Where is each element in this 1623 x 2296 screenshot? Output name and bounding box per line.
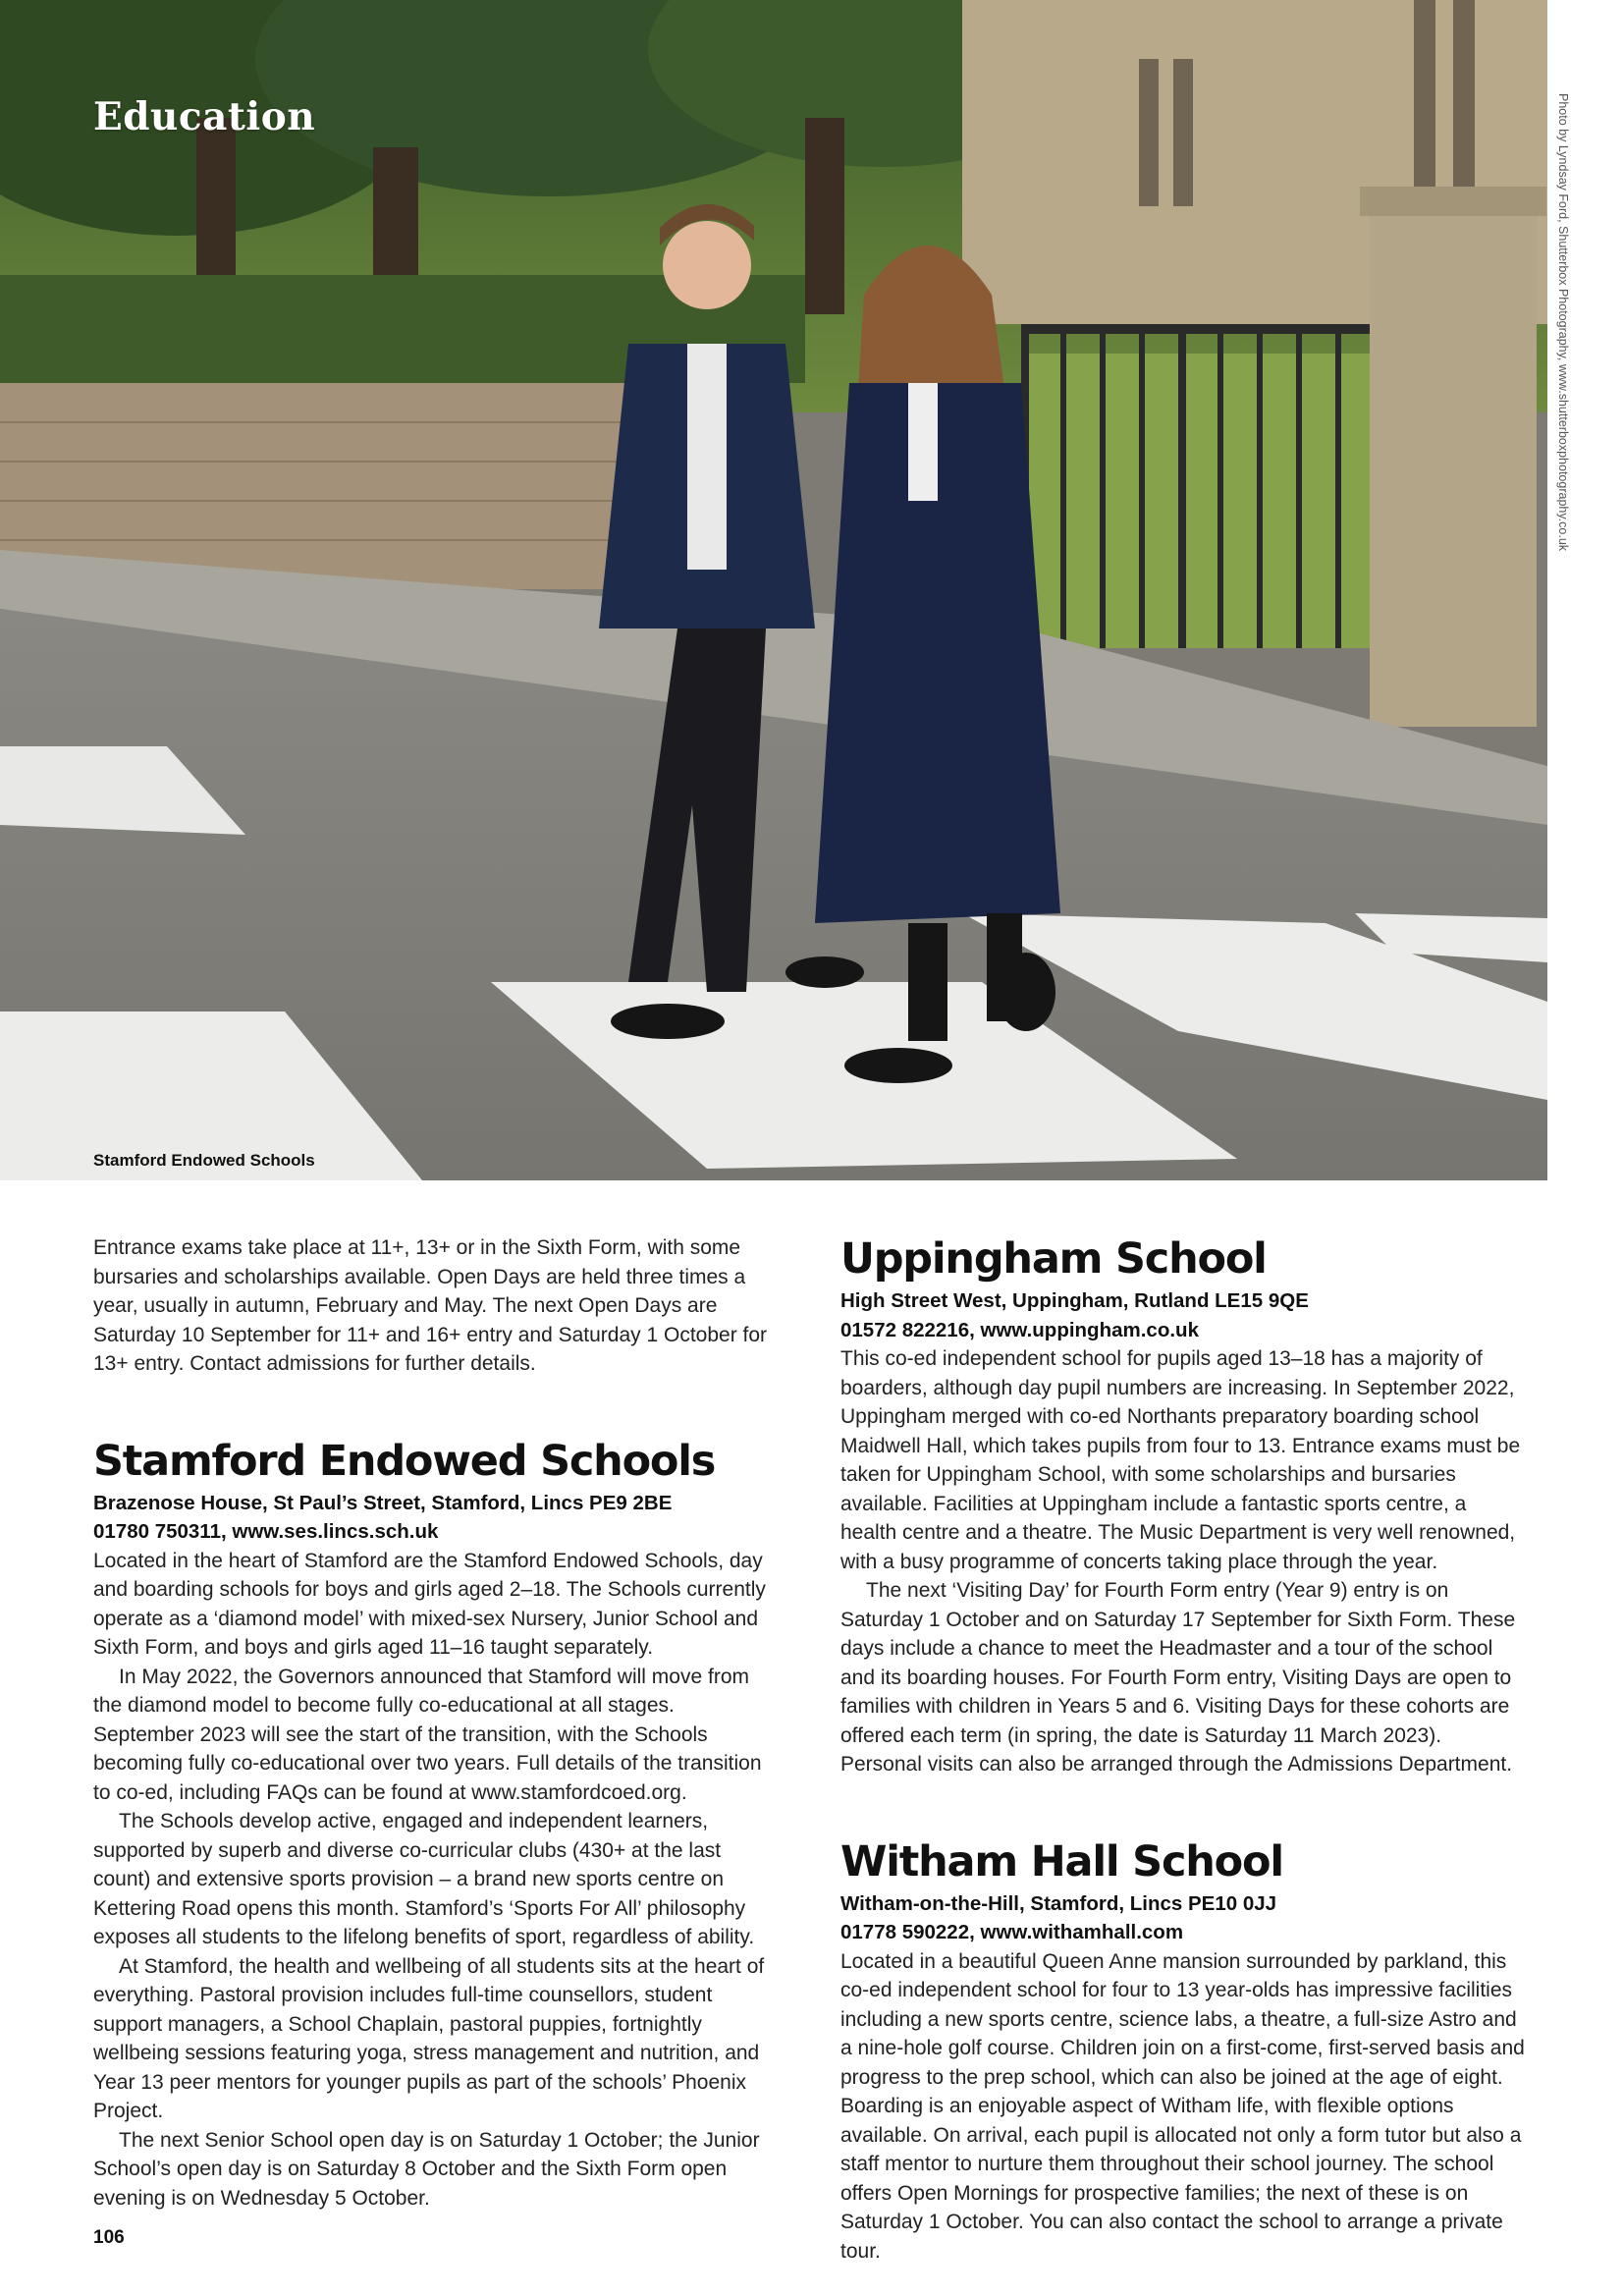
body-paragraph: This co-ed independent school for pupils aged 13–18 has a majority of boarders, although day pupil numbers are increasing. In September 2022, Uppingham merged with co-ed Northants preparatory boarding school Maidwell Hall, which takes pupils from four to 13. Entrance exams must be taken for Uppingham School, with some scholarships and bursaries available. Facilities at Uppingham include a fantastic sports centre, a health centre and a theatre. The Music Department is very well renowned, with a busy programme of concerts taking place through the year. — [840, 1347, 1521, 1573]
school-contact: 01778 590222, www.withamhall.com — [840, 1921, 1184, 1943]
hero-photo — [0, 0, 1547, 1180]
school-contact: 01780 750311, www.ses.lincs.sch.uk — [93, 1520, 439, 1543]
photo-caption: Stamford Endowed Schools — [93, 1151, 315, 1170]
intro-paragraph: Entrance exams take place at 11+, 13+ or in the Sixth Form, with some bursaries and scholarships available. Open Days are held three times a year, usually in autumn, February and May. The next Open Days are Saturday 10 September for 11+ and 16+ entry and Saturday 1 October for 13+ entry. Contact admissions for further details. — [93, 1236, 768, 1375]
right-column — [840, 1233, 1528, 2266]
school-address: High Street West, Uppingham, Rutland LE15 9QE — [840, 1289, 1309, 1312]
school-entry-witham — [840, 1836, 1528, 2267]
school-entry-stamford — [93, 1436, 781, 2214]
school-contact: 01572 822216, www.uppingham.co.uk — [840, 1318, 1199, 1341]
school-title: Stamford Endowed Schools — [93, 1436, 716, 1486]
section-label: Education — [93, 94, 316, 139]
left-column — [93, 1233, 781, 2213]
body-paragraph: At Stamford, the health and wellbeing of all students sits at the heart of everything. Pastoral provision includes full-time counsellors, student support managers, a School Chaplain, pastoral puppies, fortnightly wellbeing sessions featuring yoga, stress management and nutrition, and Year 13 peer mentors for younger pupils as part of the schools’ Phoenix Project. — [93, 1954, 765, 2122]
school-address: Witham-on-the-Hill, Stamford, Lincs PE10 0JJ — [840, 1891, 1277, 1915]
page-number: 106 — [93, 2227, 125, 2248]
body-paragraph: The Schools develop active, engaged and independent learners, supported by superb and diverse co-curricular clubs (430+ at the last count) and extensive sports provision – a brand new sports centre on Kettering Road opens this month. Stamford’s ‘Sports For All’ philosophy exposes all students to the lifelong benefits of sport, regardless of ability. — [93, 1810, 755, 1948]
school-address: Brazenose House, St Paul’s Street, Stamford, Lincs PE9 2BE — [93, 1491, 673, 1514]
body-paragraph: In May 2022, the Governors announced that Stamford will move from the diamond model to become fully co-educational at all stages. September 2023 will see the start of the transition, with the Schools becoming fully co-educational over two years. Full details of the transition to co-ed, including FAQs can be found at www.stamfordcoed.org. — [93, 1665, 762, 1804]
school-title: Uppingham School — [840, 1234, 1267, 1284]
school-entry-uppingham — [840, 1233, 1528, 1779]
photo-credit: Photo by Lyndsay Ford, Shutterbox Photography, www.shutterboxphotography.co.uk — [1556, 93, 1570, 552]
body-paragraph: The next Senior School open day is on Saturday 1 October; the Junior School’s open day is on Saturday 8 October and the Sixth Form open evening is on Wednesday 5 October. — [93, 2128, 760, 2210]
body-paragraph: The next ‘Visiting Day’ for Fourth Form entry (Year 9) entry is on Saturday 1 October and on Saturday 17 September for Sixth Form. These days include a chance to meet the Headmaster and a tour of the school and its boarding houses. For Fourth Form entry, Visiting Days are open to families with children in Years 5 and 6. Visiting Days for these cohorts are offered each term (in spring, the date is Saturday 11 March 2023). Personal visits can also be arranged through the Admissions Department. — [840, 1579, 1516, 1776]
street-scene-illustration — [0, 0, 1547, 1180]
school-title: Witham Hall School — [840, 1836, 1283, 1886]
body-paragraph: Located in the heart of Stamford are the Stamford Endowed Schools, day and boarding schools for boys and girls aged 2–18. The Schools currently operate as a ‘diamond model’ with mixed-sex Nursery, Junior School and Sixth Form, and boys and girls aged 11–16 taught separately. — [93, 1549, 766, 1659]
body-paragraph: Located in a beautiful Queen Anne mansion surrounded by parkland, this co-ed independent school for four to 13 year-olds has impressive facilities including a new sports centre, science labs, a theatre, a full-size Astro and a nine-hole golf course. Children join on a first-come, first-served basis and progress to the prep school, which can also be joined at the age of eight. Boarding is an enjoyable aspect of Witham life, with flexible options available. On arrival, each pupil is allocated not only a form tutor but also a staff mentor to nurture them throughout their school journey. The school offers Open Mornings for prospective families; the next of these is on Saturday 1 October. You can also contact the school to arrange a private tour. — [840, 1949, 1525, 2263]
